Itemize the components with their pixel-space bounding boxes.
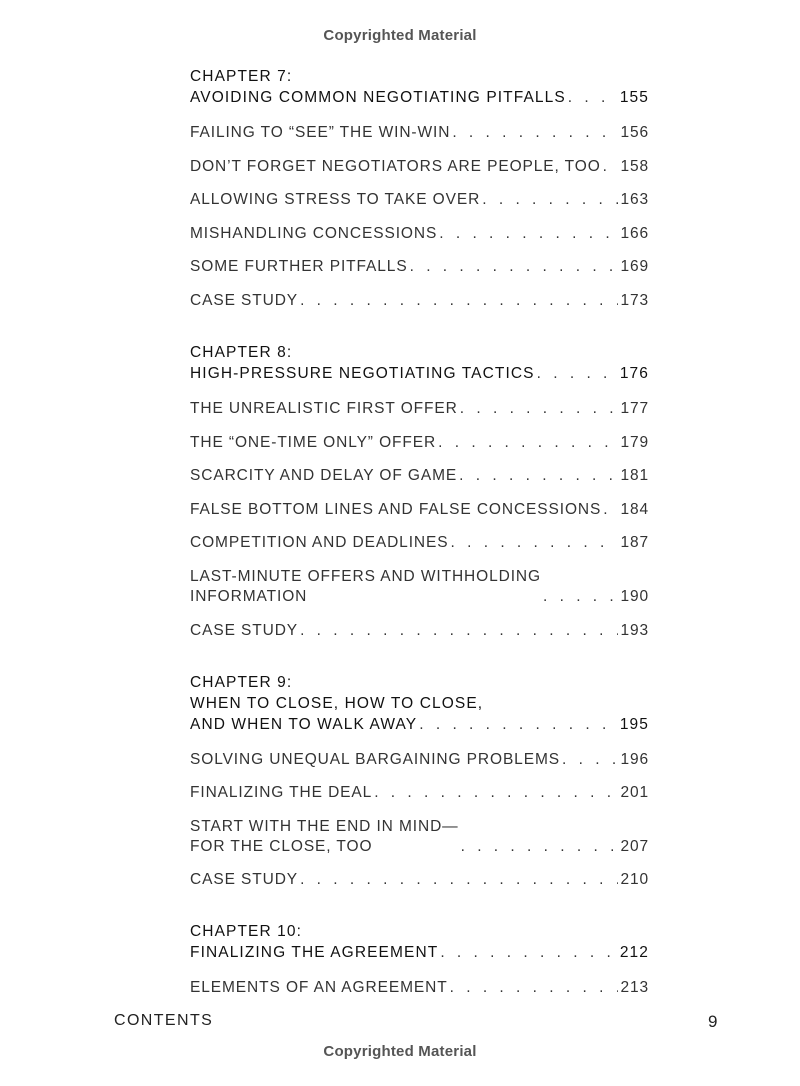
dot-leader [543, 587, 618, 607]
entry-title [190, 533, 448, 553]
entry-page-number: 184 [620, 500, 649, 518]
toc-entry[interactable] [190, 617, 649, 645]
dot-leader [603, 500, 618, 520]
dot-leader [450, 533, 618, 553]
entry-page-number: 190 [620, 587, 649, 605]
toc-entry[interactable] [190, 779, 649, 807]
chapter-heading [190, 672, 649, 735]
entry-title-line: CASE STUDY [190, 291, 299, 309]
dot-leader [374, 783, 618, 803]
entry-title-line: FAILING TO “SEE” THE WIN-WIN [190, 124, 451, 141]
entry-title-line: SOME FURTHER PITFALLS [190, 258, 408, 276]
toc-entry[interactable] [190, 153, 649, 181]
toc-chapter [190, 342, 649, 645]
toc-entry[interactable] [190, 496, 649, 524]
entry-title-line: THE UNREALISTIC FIRST OFFER [190, 399, 458, 417]
entry-page-number: 213 [620, 979, 649, 997]
entry-page-number: 166 [620, 224, 649, 242]
dot-leader [410, 257, 619, 277]
entry-title [190, 257, 408, 277]
entry-page-number: 177 [620, 399, 649, 417]
chapter-page-number: 212 [619, 944, 649, 962]
entry-title-line: CASE STUDY [190, 871, 299, 889]
entry-title-line: START WITH THE END IN MIND— [190, 817, 459, 835]
toc-entry[interactable] [190, 186, 649, 214]
entry-page-number: 181 [620, 467, 649, 485]
entry-title [190, 567, 541, 607]
entry-title-line: LAST-MINUTE OFFERS AND WITHHOLDING [190, 567, 541, 585]
toc-entry[interactable] [190, 563, 649, 611]
toc-entry[interactable] [190, 746, 649, 774]
entry-title [190, 870, 298, 890]
entry-title-line: SOLVING UNEQUAL BARGAINING PROBLEMS [190, 750, 560, 768]
running-footer-section: CONTENTS [114, 1012, 214, 1029]
entry-title-line: FALSE BOTTOM LINES AND FALSE CONCESSIONS [190, 500, 602, 518]
chapter-page-number: 176 [619, 364, 649, 382]
dot-leader [452, 123, 618, 143]
entry-title [190, 500, 601, 520]
copyright-header: Copyrighted Material [323, 27, 477, 44]
chapter-heading [190, 342, 649, 384]
entry-title [190, 433, 436, 453]
chapter-title: WHEN TO CLOSE, HOW TO CLOSE, [190, 694, 484, 712]
toc-entry[interactable] [190, 220, 649, 248]
entry-title [190, 224, 437, 244]
dot-leader [300, 621, 618, 641]
dot-leader [450, 978, 619, 998]
chapter-page-number: 155 [619, 89, 649, 106]
toc-entry[interactable] [190, 813, 649, 861]
entry-title [190, 190, 480, 210]
toc-entry[interactable] [190, 253, 649, 281]
entry-page-number: 158 [620, 157, 649, 175]
entry-title [190, 750, 560, 770]
chapter-title: AVOIDING COMMON NEGOTIATING PITFALLS [190, 89, 566, 106]
dot-leader [419, 714, 618, 735]
entry-title-line: ELEMENTS OF AN AGREEMENT [190, 979, 448, 997]
chapter-title: AND WHEN TO WALK AWAY [190, 715, 418, 733]
toc-entry[interactable] [190, 974, 649, 1002]
dot-leader [439, 224, 618, 244]
entry-page-number: 207 [620, 837, 649, 855]
dot-leader [300, 291, 618, 311]
toc-entry[interactable] [190, 429, 649, 457]
entry-title-line: MISHANDLING CONCESSIONS [190, 224, 438, 242]
dot-leader [440, 942, 618, 963]
toc-chapter [190, 66, 649, 315]
entry-title-line: SCARCITY AND DELAY OF GAME [190, 467, 458, 485]
chapter-label: CHAPTER 10: [190, 923, 303, 941]
dot-leader [460, 399, 619, 419]
toc-entry[interactable] [190, 119, 649, 147]
chapter-label: CHAPTER 8: [190, 343, 293, 361]
dot-leader [562, 750, 618, 770]
entry-title-line: INFORMATION [190, 587, 308, 605]
toc-entry[interactable] [190, 866, 649, 894]
entry-title-line: DON’T FORGET NEGOTIATORS ARE PEOPLE, TOO [190, 157, 601, 175]
toc-entry[interactable] [190, 529, 649, 557]
entry-title-line: THE “ONE-TIME ONLY” OFFER [190, 433, 437, 451]
copyright-footer: Copyrighted Material [323, 1043, 477, 1060]
entry-title [190, 817, 459, 857]
chapter-page-number: 195 [619, 715, 649, 733]
chapter-title: HIGH-PRESSURE NEGOTIATING TACTICS [190, 364, 535, 382]
page-number: 9 [708, 1012, 718, 1031]
entry-title-line: FINALIZING THE DEAL [190, 784, 373, 802]
dot-leader [300, 870, 618, 890]
toc-chapter [190, 672, 649, 895]
entry-page-number: 179 [620, 433, 649, 451]
entry-page-number: 193 [620, 621, 649, 639]
chapter-title: FINALIZING THE AGREEMENT [190, 944, 439, 962]
entry-title-line: CASE STUDY [190, 621, 299, 639]
entry-title-line: ALLOWING STRESS TO TAKE OVER [190, 191, 481, 209]
chapter-label: CHAPTER 7: [190, 68, 293, 85]
chapter-heading [190, 921, 649, 963]
dot-leader [438, 433, 618, 453]
dot-leader [459, 466, 618, 486]
toc-entry[interactable] [190, 395, 649, 423]
entry-title [190, 291, 298, 311]
entry-page-number: 163 [620, 191, 649, 209]
entry-page-number: 210 [620, 871, 649, 889]
entry-page-number: 187 [620, 534, 649, 552]
table-of-contents [190, 66, 649, 1015]
toc-entry[interactable] [190, 462, 649, 490]
entry-title [190, 621, 298, 641]
entry-title [190, 399, 458, 419]
dot-leader [603, 157, 619, 177]
entry-page-number: 156 [620, 124, 649, 141]
entry-title [190, 157, 601, 177]
entry-title [190, 123, 450, 143]
dot-leader [537, 363, 618, 384]
entry-page-number: 196 [620, 750, 649, 768]
entry-title [190, 466, 457, 486]
chapter-label: CHAPTER 9: [190, 673, 293, 691]
entry-title [190, 783, 372, 803]
entry-title-line: FOR THE CLOSE, TOO [190, 837, 373, 855]
entry-title [190, 978, 448, 998]
dot-leader [568, 87, 618, 108]
dot-leader [482, 190, 618, 210]
toc-entry[interactable] [190, 287, 649, 315]
toc-chapter [190, 921, 649, 1002]
entry-page-number: 201 [620, 784, 649, 802]
entry-title-line: COMPETITION AND DEADLINES [190, 534, 449, 552]
chapter-heading [190, 66, 649, 108]
entry-page-number: 169 [620, 258, 649, 276]
dot-leader [461, 837, 619, 857]
entry-page-number: 173 [620, 291, 649, 309]
